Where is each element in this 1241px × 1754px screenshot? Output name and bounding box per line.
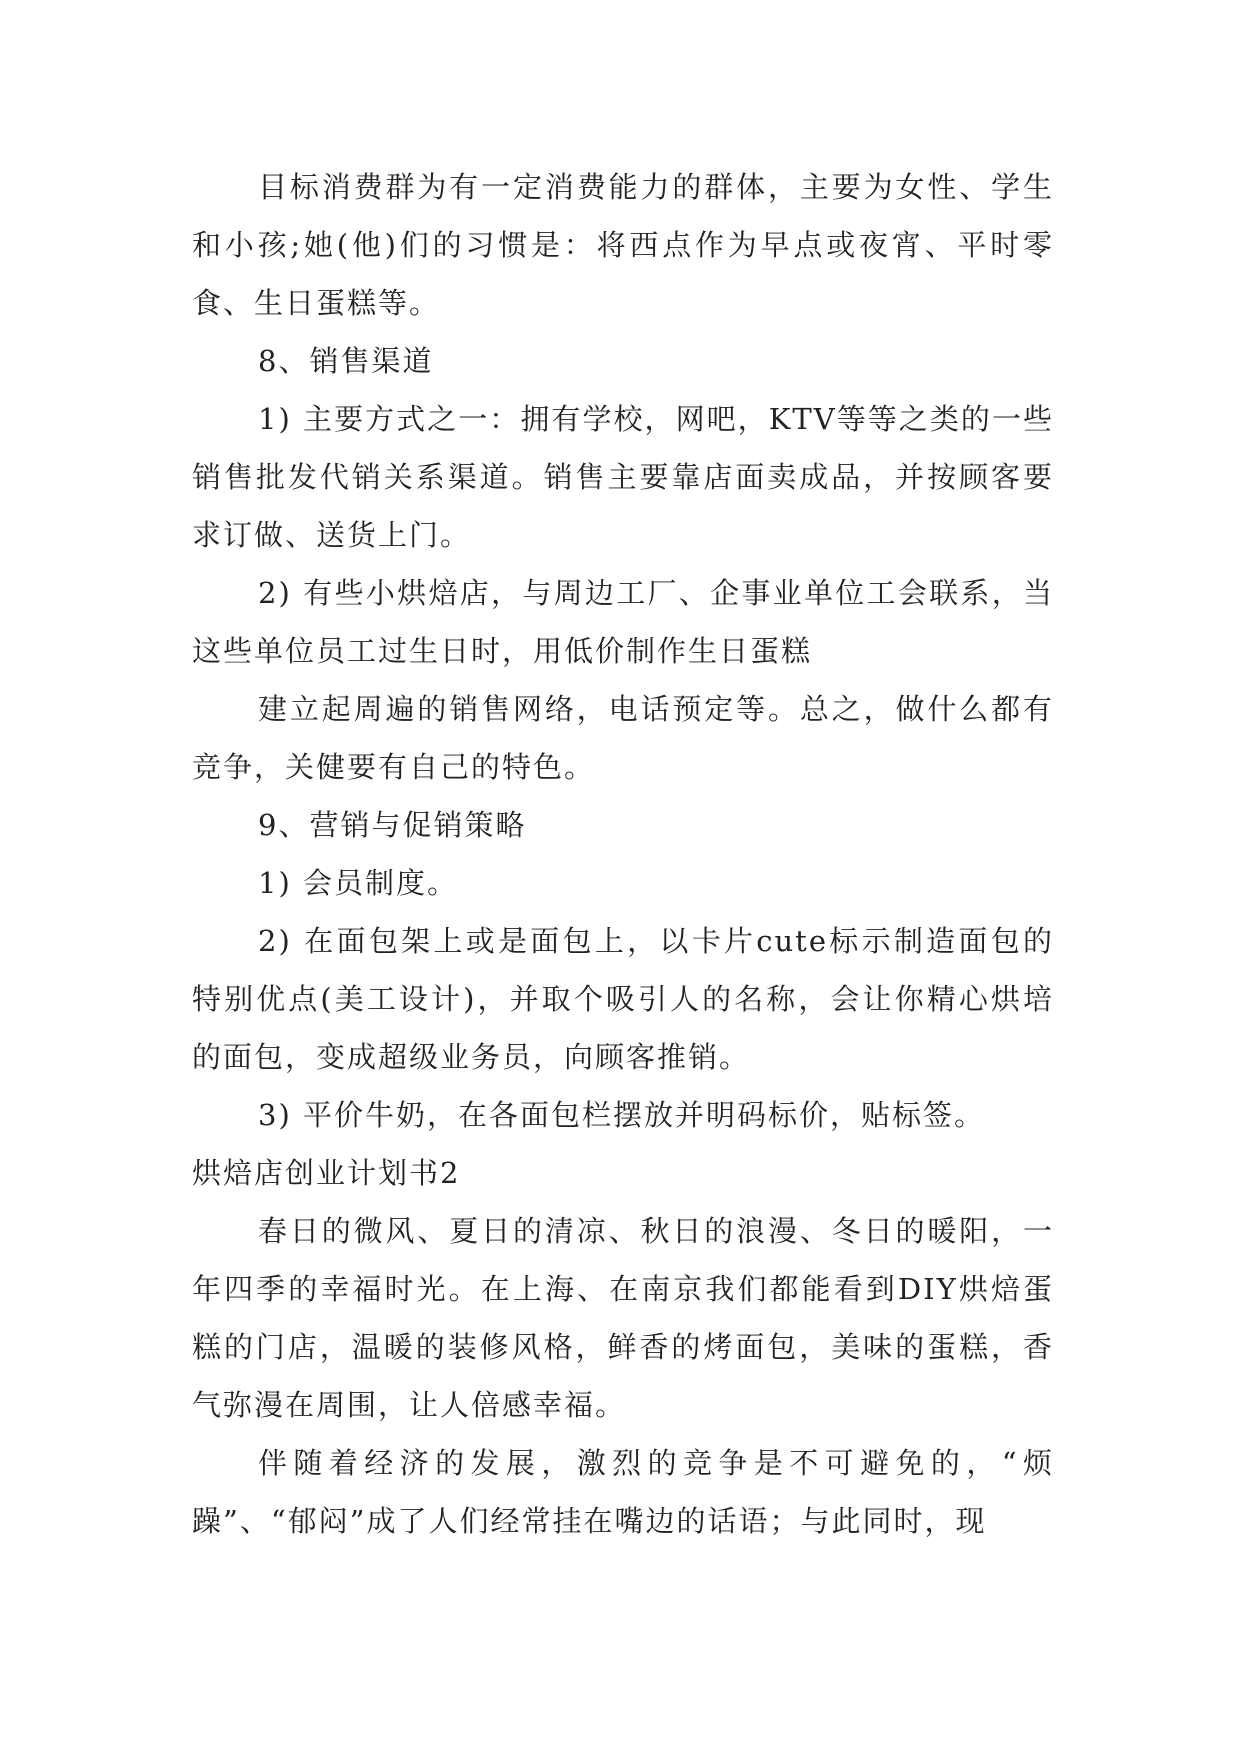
heading-sales-channels: 8、销售渠道 bbox=[258, 344, 434, 378]
paragraph-sales-network: 建立起周遍的销售网络，电话预定等。总之，做什么都有竞争，关健要有自己的特色。 bbox=[192, 692, 1054, 784]
heading-marketing-strategy: 9、营销与促销策略 bbox=[258, 808, 527, 842]
paragraph-seasons: 春日的微风、夏日的清凉、秋日的浪漫、冬日的暖阳，一年四季的幸福时光。在上海、在南京我们都能看到DIY烘焙蛋糕的门店，温暖的装修风格，鲜香的烤面包，美味的蛋糕，香气弥漫在周围，让人倍感幸福。 bbox=[192, 1214, 1054, 1422]
document-body bbox=[192, 158, 1054, 1550]
paragraph-competition: 伴随着经济的发展，激烈的竞争是不可避免的，“烦躁”、“郁闷”成了人们经常挂在嘴边的话语；与此同时，现 bbox=[192, 1446, 1054, 1538]
paragraph-strategy-3: 3) 平价牛奶，在各面包栏摆放并明码标价，贴标签。 bbox=[258, 1098, 985, 1132]
paragraph-channel-1: 1) 主要方式之一：拥有学校，网吧，KTV等等之类的一些销售批发代销关系渠道。销售主要靠店面卖成品，并按顾客要求订做、送货上门。 bbox=[192, 402, 1054, 552]
paragraph-target-consumers: 目标消费群为有一定消费能力的群体，主要为女性、学生和小孩;她(他)们的习惯是：将西点作为早点或夜宵、平时零食、生日蛋糕等。 bbox=[192, 170, 1054, 320]
section-title-plan-2: 烘焙店创业计划书2 bbox=[192, 1156, 461, 1190]
paragraph-strategy-2: 2) 在面包架上或是面包上，以卡片cute标示制造面包的特别优点(美工设计)，并取个吸引人的名称，会让你精心烘培的面包，变成超级业务员，向顾客推销。 bbox=[192, 924, 1054, 1074]
paragraph-channel-2: 2) 有些小烘焙店，与周边工厂、企事业单位工会联系，当这些单位员工过生日时，用低价制作生日蛋糕 bbox=[192, 576, 1054, 668]
paragraph-strategy-1: 1) 会员制度。 bbox=[258, 866, 458, 900]
